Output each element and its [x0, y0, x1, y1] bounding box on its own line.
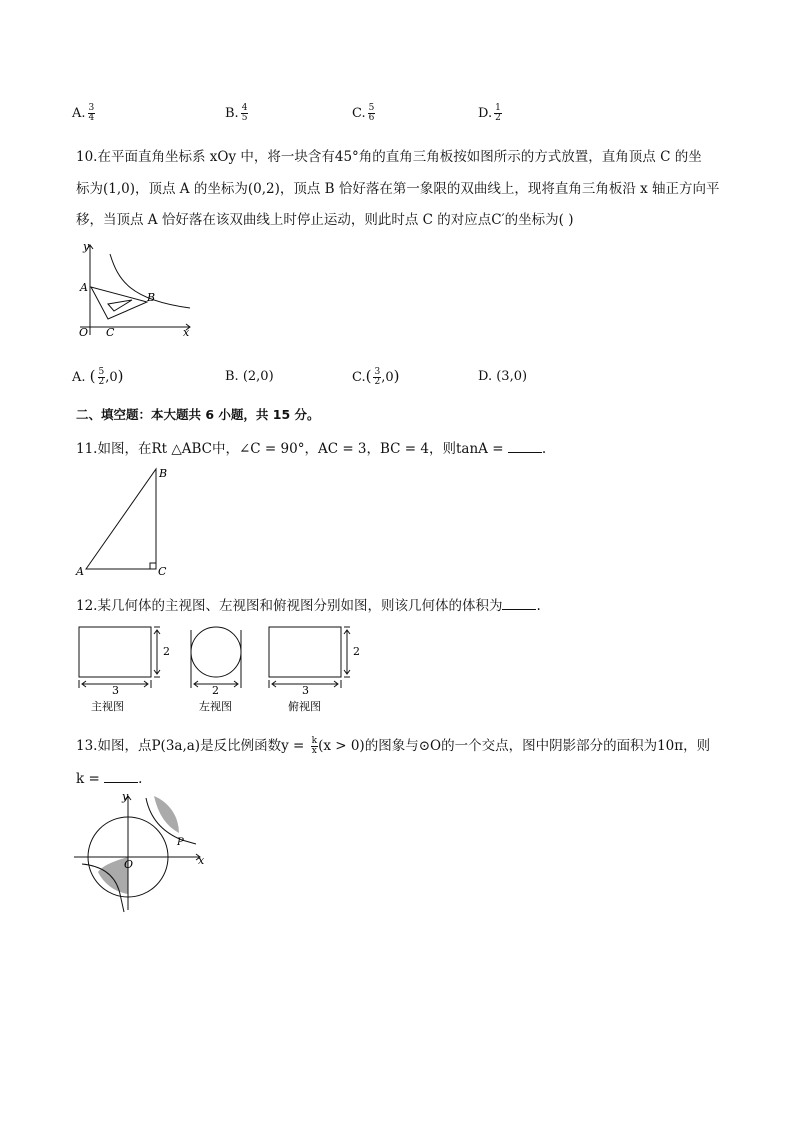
q13-figure — [72, 790, 212, 915]
q9-option-a[interactable]: A. $\frac{3}{4}$ — [72, 103, 95, 123]
q12-text: 12.某几何体的主视图、左视图和俯视图分别如图，则该几何体的体积为 . — [76, 598, 541, 614]
label-x: x — [198, 854, 205, 867]
label-a: A — [80, 281, 88, 294]
top-view-rect — [269, 627, 341, 677]
label-o: O — [79, 326, 89, 339]
shaded-region-upper — [154, 796, 179, 833]
front-height-label: 2 — [163, 645, 170, 658]
q10-option-c[interactable]: C.( $\frac{3}{2}$ ,0) — [352, 367, 400, 387]
q10-option-b[interactable]: B. (2,0) — [225, 369, 274, 384]
q13-text-line-1: 13.如图，点P(3a,a)是反比例函数y = $\frac{k}{x}$ (x > 0)的图象与⊙O的一个交点，图中阴影部分的面积为10π，则 — [76, 736, 711, 756]
top-width-label: 3 — [302, 684, 309, 697]
fraction: $\frac{5}{6}$ — [368, 103, 375, 123]
triangle-abc — [86, 469, 156, 569]
fraction: $\frac{1}{2}$ — [495, 103, 501, 123]
front-caption: 主视图 — [91, 700, 124, 713]
answer-blank[interactable] — [502, 599, 536, 610]
q10-figure — [70, 240, 200, 340]
right-angle-mark — [150, 563, 156, 569]
q10-line-3: 移，当顶点 A 恰好落在该双曲线上时停止运动，则此时点 C 的对应点C′的坐标为( ) — [76, 212, 574, 228]
label-b: B — [159, 467, 168, 480]
label-o: O — [124, 858, 134, 871]
triangle-outer — [91, 287, 147, 319]
label-c: C — [106, 326, 115, 339]
answer-blank[interactable] — [508, 442, 542, 453]
fraction: $\frac{3}{2}$ — [374, 367, 381, 387]
q12-views — [74, 622, 364, 714]
q11-text: 11.如图，在Rt △ABC中，∠C = 90°，AC = 3，BC = 4，则tanA = . — [76, 441, 547, 457]
fraction: $\frac{3}{4}$ — [88, 103, 95, 123]
top-caption: 俯视图 — [288, 700, 321, 713]
q10-line-2: 标为(1,0)，顶点 A 的坐标为(0,2)，顶点 B 恰好落在第一象限的双曲线上，现将直角三角板沿 x 轴正方向平 — [76, 181, 720, 197]
label-p: P — [177, 837, 184, 848]
label-x: x — [183, 326, 190, 339]
label-y: y — [83, 240, 90, 253]
label-y: y — [122, 790, 129, 803]
side-caption: 左视图 — [199, 700, 232, 713]
front-view-rect — [79, 627, 151, 677]
q10-line-1: 10.在平面直角坐标系 xOy 中，将一块含有45°角的直角三角板按如图所示的方式放置，直角顶点 C 的坐 — [76, 149, 702, 165]
label-c: C — [158, 565, 167, 578]
q9-option-d[interactable]: D. $\frac{1}{2}$ — [478, 103, 501, 123]
q10-option-d[interactable]: D. (3,0) — [478, 369, 528, 384]
fraction: $\frac{k}{x}$ — [311, 736, 318, 756]
q9-option-b[interactable]: B. $\frac{4}{5}$ — [225, 103, 248, 123]
top-height-label: 2 — [353, 645, 360, 658]
side-width-label: 2 — [212, 684, 219, 697]
label-a: A — [76, 565, 84, 578]
q9-option-c[interactable]: C. $\frac{5}{6}$ — [352, 103, 375, 123]
fraction: $\frac{5}{2}$ — [98, 367, 105, 387]
front-width-label: 3 — [112, 684, 119, 697]
label-b: B — [147, 291, 156, 304]
answer-blank[interactable] — [104, 772, 138, 783]
triangle-inner — [108, 300, 132, 311]
side-view-circle — [191, 627, 241, 677]
fraction: $\frac{4}{5}$ — [241, 103, 248, 123]
q13-text-line-2: k = . — [76, 771, 143, 787]
q10-option-a[interactable]: A. ( $\frac{5}{2}$ ,0) — [72, 367, 124, 387]
section-heading: 二、填空题：本大题共 6 小题，共 15 分。 — [76, 407, 320, 422]
q11-figure — [74, 465, 174, 580]
